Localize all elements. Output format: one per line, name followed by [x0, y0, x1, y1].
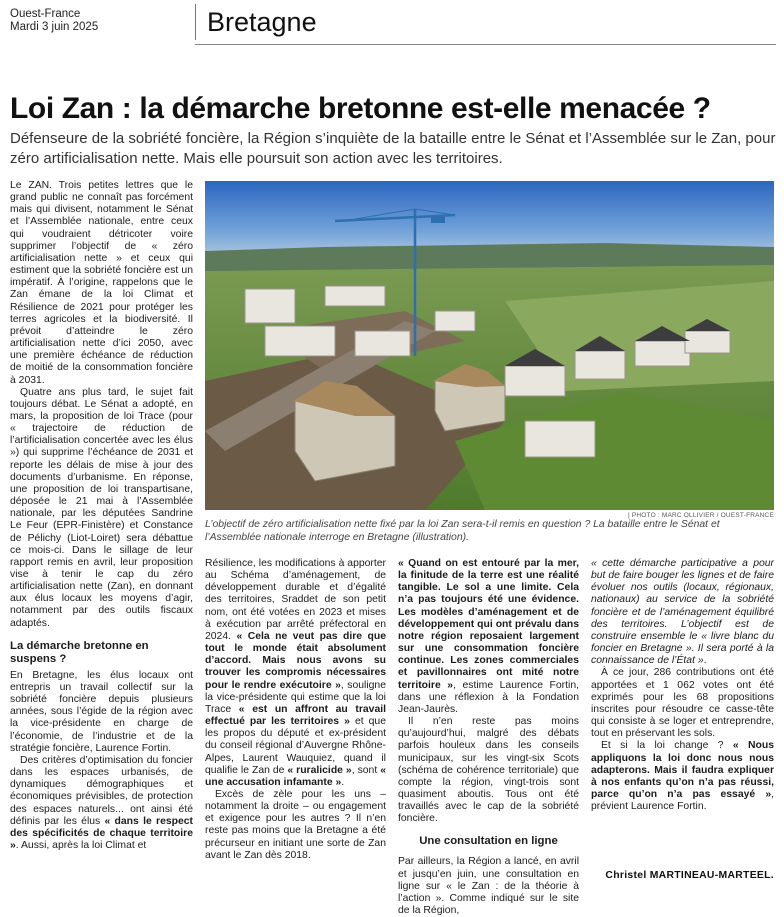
subheading: Une consultation en ligne [419, 835, 558, 848]
masthead-rule [195, 44, 776, 45]
paragraph: Quatre ans plus tard, le sujet fait toujours débat. Le Sénat a adopté, en mars, la proposition de loi Trace (pour « trajectoire de réduction de l’artificialisation concertée avec les élus ») qui supprime l’échéance de 2031 et reporte les délais de mise à jour des documents d’urbanisme. En réponse, une proposition de loi transpartisane, déposée le 21 mai à l’Assemblée nationale, par les députées Sandrine Le Feur (EPR-Finistère) et Constance de Pélichy (Liot-Loiret) sera débattue ce mois-ci. Dans le sillage de leur rapport remis en avril, leur proposition vise à tenir le cap du zéro artificialisation nette (Zan), en donnant aux élus locaux les moyens d’agir, notamment par des outils fiscaux adaptés. [10, 386, 193, 629]
article-standfirst: Défenseure de la sobriété foncière, la Région s’inquiète de la bataille entre le Sénat et l’Assemblée sur le Zan, pour zéro artificialisation nette. Mais elle poursuit son action avec les territoires. [10, 130, 776, 167]
paragraph: Des critères d’optimisation du foncier dans les espaces urbanisés, de dynamiques démographiques et économiques prévisibles, de protection des espaces naturels... ont ainsi été définis par les élus « dans le respect des spécificités de chaque territoire ». Aussi, après la loi Climat et [10, 754, 193, 851]
text-column-3 [398, 558, 579, 917]
quote: « Quand on est entouré par la mer, la finitude de la terre est une réalité tangible. Le sol a une limite. Cela n’a pas toujours été une évidence. Les modèles d’aménagement et de développement qui ont prévalu dans notre région reposaient largement sur une consommation foncière continue. Les zones commerciales et pavillonnaires ont mité notre territoire » [398, 558, 579, 691]
text-column-1 [10, 180, 193, 852]
article-photo [205, 181, 774, 510]
masthead-divider [195, 4, 196, 40]
article-headline: Loi Zan : la démarche bretonne est-elle menacée ? [10, 92, 711, 125]
quote: « Nous appliquons la loi donc nous nous adapterons. Mais il faudra expliquer à nos enfants qu’on n’a pas réussi, parce qu’on n’a pas essayé » [591, 740, 774, 800]
paragraph: Résilience, les modifications à apporter au Schéma d’aménagement, de développement durable et d’égalité des territoires, Sraddet de son petit nom, ont été votées en 2023 et mises à exécution par arrêté préfectoral en 2024. « Cela ne veut pas dire que tout le monde était absolument d’accord. Mais nous avons su trouver les compromis nécessaires pour le rendre exécutoire », souligne la vice-présidente qui estime que la loi Trace « est un affront au travail effectué par les territoires » et que les propos du député et ex-président du conseil régional d’Auvergne Rhône-Alpes, Laurent Wauquiez, quand il qualifie le Zan de « ruralicide », sont « une accusation infamante ». [205, 558, 387, 788]
paragraph: En Bretagne, les élus locaux ont entrepris un travail collectif sur la sobriété foncière depuis plusieurs années, sous l’égide de la région avec la vice-présidente en charge de l’économie, de l’industrie et de la stratégie foncière, Laurence Fortin. [10, 669, 193, 754]
publication-info [10, 8, 98, 34]
paragraph: Excès de zèle pour les uns – notamment la droite – ou engagement et exigence pour les autres ? Il n’en reste pas moins que la Bretagne a été précurseur en initiant une sorte de Zan avant le Zan dès 2018. [205, 788, 386, 861]
paragraph: Et si la loi change ? « Nous appliquons la loi donc nous nous adapterons. Mais il faudra expliquer à nos enfants qu’on n’a pas réussi, parce qu’on n’a pas essayé », prévient Laurence Fortin. [591, 740, 774, 813]
paragraph: Par ailleurs, la Région a lancé, en avril et jusqu’en juin, une consultation en ligne sur « le Zan : de la théorie à l’action ». Comme indiqué sur le site de la Région, [398, 856, 579, 917]
quote: « dans le respect des spécificités de chaque territoire » [10, 815, 193, 851]
text-column-2 [205, 558, 386, 862]
paragraph: Il n’en reste pas moins qu’aujourd’hui, malgré des débats parfois houleux dans les conseils municipaux, sur les vingt-six Scots (schéma de cohérence territoriale) que compte la région, vingt-trois sont quasiment aboutis. Tous ont été travaillés avec le cap de la sobriété foncière. [398, 716, 579, 825]
publication-name: Ouest-France [10, 8, 81, 20]
publication-date: Mardi 3 juin 2025 [10, 21, 99, 33]
paragraph: « cette démarche participative a pour but de faire bouger les lignes et de faire évoluer nos outils (locaux, régionaux, nationaux) au service de la sobriété foncière et de l’aménagement équilibré des territoires. L’objectif est de construire ensemble le « livre blanc du foncier en Bretagne ». Il sera porté à la connaissance de l’État ». [591, 558, 774, 667]
paragraph: À ce jour, 286 contributions ont été apportées et 1 062 votes ont été exprimés pour les 68 propositions inscrites pour résoudre ce casse-tête qui consiste à se loger et entreprendre, tout en préservant les sols. [591, 667, 774, 740]
article-byline: Christel MARTINEAU-MARTEEL. [605, 870, 774, 881]
paragraph: « Quand on est entouré par la mer, la finitude de la terre est une réalité tangible. Le sol a une limite. Cela n’a pas toujours été une évidence. Les modèles d’aménagement et de développement qui ont prévalu dans notre région reposaient largement sur une consommation foncière continue. Les zones commerciales et pavillonnaires ont mité notre territoire », estime Laurence Fortin, dans une réflexion à la Fondation Jean-Jaurès. [398, 558, 579, 715]
masthead [10, 4, 776, 42]
paragraph: Le ZAN. Trois petites lettres que le grand public ne connaît pas forcément mais qui divisent, notamment le Sénat et l’Assemblée nationale, entre ceux qui voudraient détricoter voire supprimer l’objectif de « zéro artificialisation nette » et ceux qui estiment que la sobriété foncière est un impératif. À l’origine, rappelons que le Zan émane de la loi Climat et Résilience de 2021 pour protéger les terres agricoles et la biodiversité. Il prévoit d’atteindre le zéro artificialisation nette d’ici 2050, avec une première échéance de réduction de moitié de la consommation foncière à 2031. [10, 180, 193, 386]
quote: « cette démarche participative a pour but de faire bouger les lignes et de faire évoluer nos outils (locaux, régionaux, nationaux) au service de la sobriété foncière et de l’aménagement équilibré des territoires. L’objectif est de construire ensemble le « livre blanc du foncier en Bretagne ». Il sera porté à la connaissance de l’État » [591, 558, 774, 667]
photo-credit: | PHOTO : MARC OLLIVIER / OUEST-FRANCE [627, 512, 774, 519]
photo-caption: L’objectif de zéro artificialisation nette fixé par la loi Zan sera-t-il remis en question ? La bataille entre le Sénat et l’Assemblée nationale interroge en Bretagne (illustration). [205, 519, 720, 543]
section-title: Bretagne [207, 7, 317, 37]
text-column-4 [591, 558, 774, 813]
subheading: La démarche bretonne en suspens ? [10, 639, 149, 665]
